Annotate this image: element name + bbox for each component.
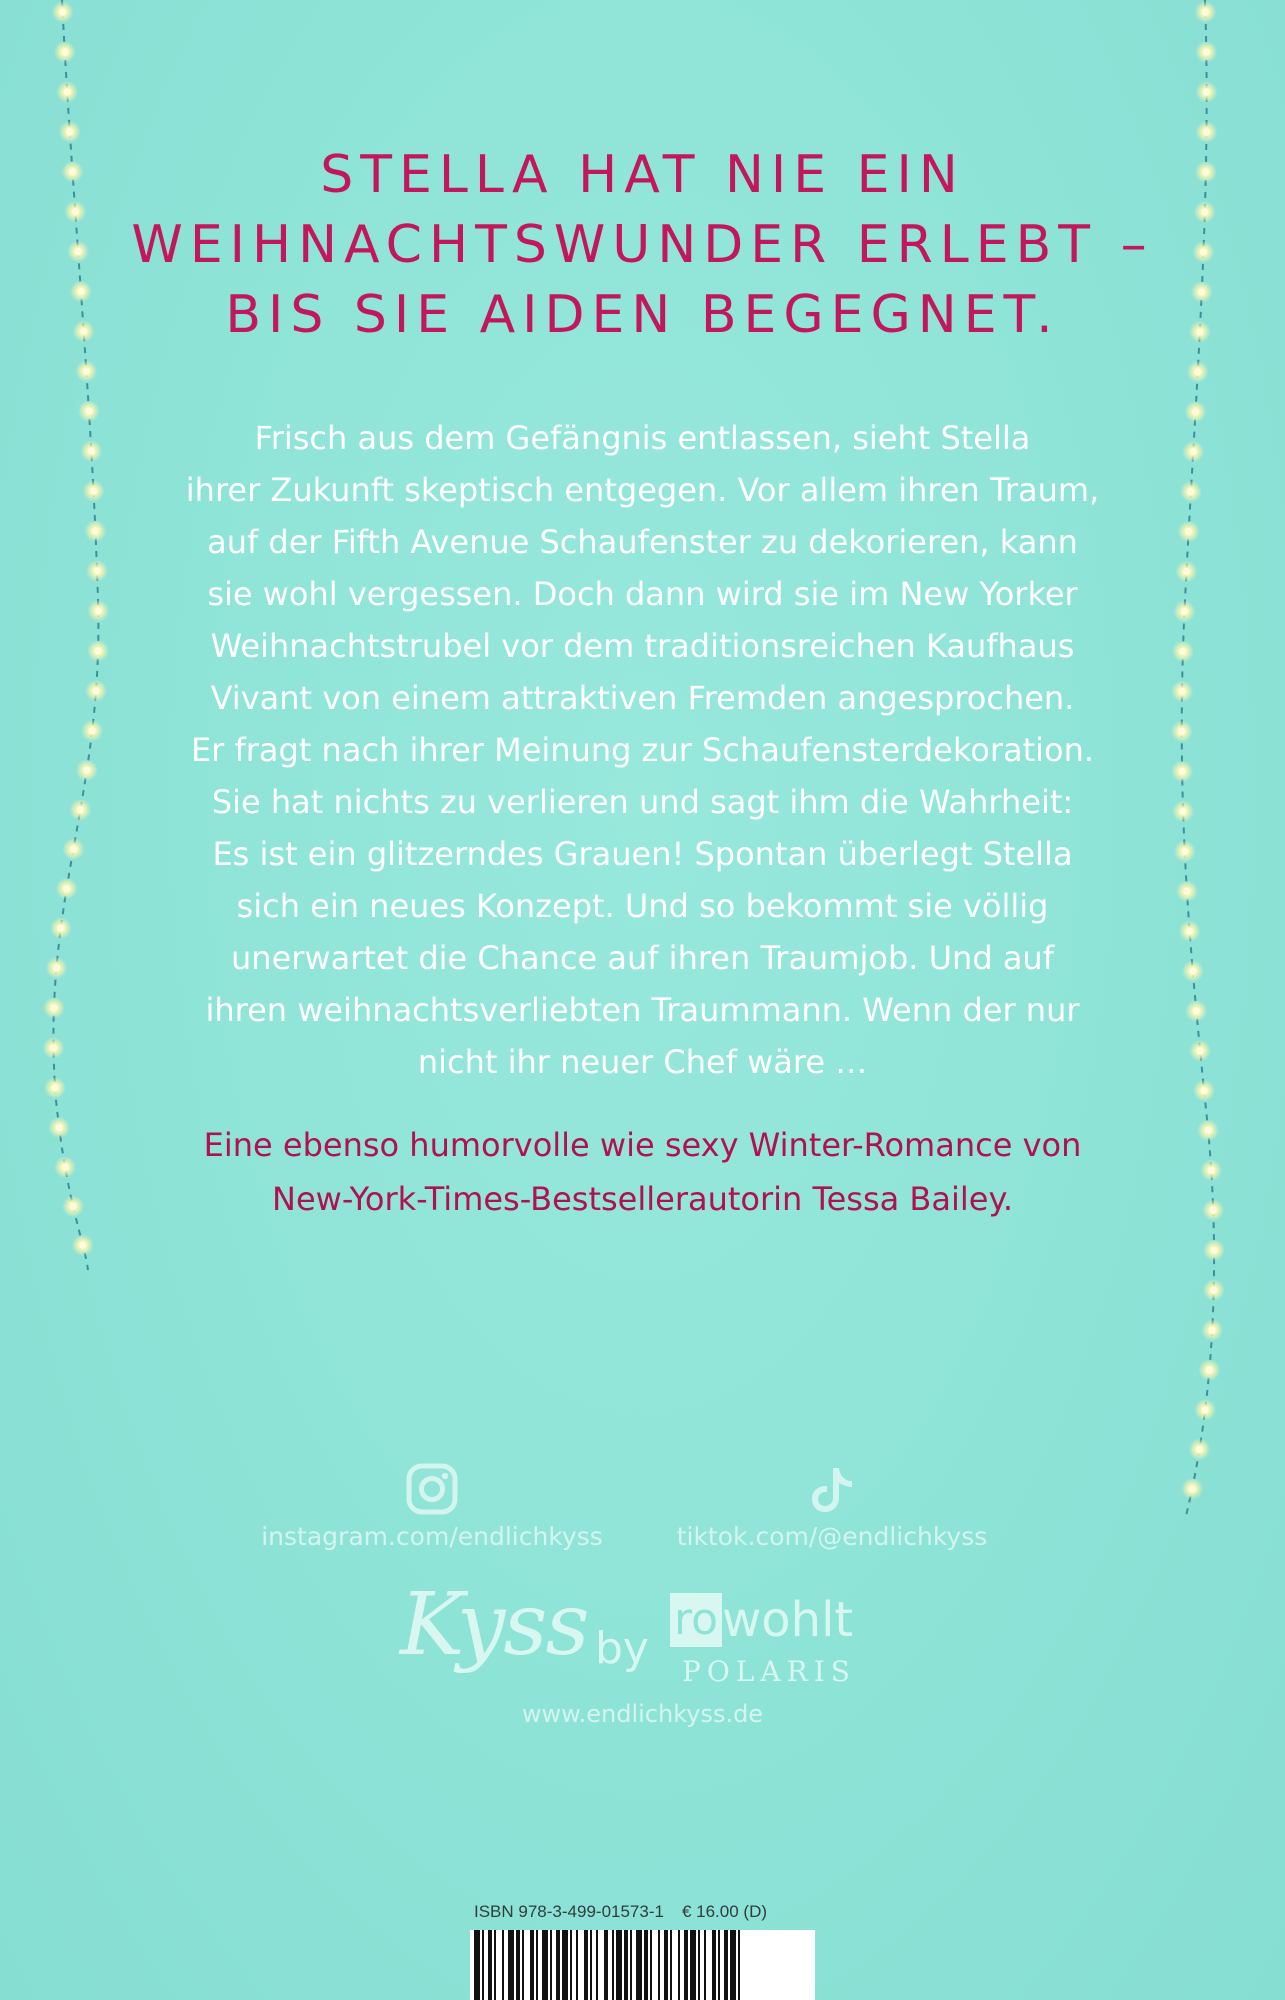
light-bulb-glow: [64, 201, 86, 223]
barcode-bar: [536, 1930, 538, 2000]
barcode-bar: [670, 1930, 672, 2000]
light-bulb-glow: [67, 240, 89, 262]
light-bulb: [1183, 568, 1190, 575]
light-bulb: [1187, 488, 1194, 495]
barcode-bar: [664, 1930, 668, 2000]
light-bulb-glow: [85, 680, 107, 702]
light-bulb: [1197, 1047, 1204, 1054]
light-bulb-glow: [1175, 560, 1197, 582]
light-bulb: [59, 8, 66, 15]
light-bulb: [1209, 1327, 1216, 1334]
light-bulb: [64, 88, 71, 95]
barcode-bar: [596, 1930, 598, 2000]
polaris-label: POLARIS: [682, 1655, 856, 1688]
light-bulb-glow: [1195, 121, 1217, 143]
barcode-bar: [718, 1930, 720, 2000]
light-bulb: [1203, 88, 1210, 95]
barcode-bar: [724, 1930, 728, 2000]
light-bulb: [1200, 248, 1207, 255]
light-bulb: [1181, 848, 1188, 855]
light-bulb: [1178, 728, 1185, 735]
light-bulb: [63, 885, 70, 892]
light-bulb-glow: [48, 1117, 70, 1139]
barcode-bar: [678, 1930, 680, 2000]
barcode-bar: [658, 1930, 660, 2000]
light-bulb: [53, 964, 60, 971]
barcode-bar: [474, 1930, 480, 2000]
light-bulb: [77, 288, 84, 295]
light-bulb: [1190, 448, 1197, 455]
light-string-left: [53, 0, 98, 1270]
barcode-bar: [556, 1930, 560, 2000]
light-bulb-glow: [52, 1, 74, 23]
light-bulb: [1189, 968, 1196, 975]
blurb-line: Es ist ein glitzerndes Grauen! Spontan überlegt Stella: [212, 835, 1073, 873]
light-bulb: [85, 408, 92, 415]
price-label: € 16.00 (D): [681, 1902, 768, 1921]
light-bulb: [52, 1084, 59, 1091]
light-bulb-glow: [73, 320, 95, 342]
light-bulb: [92, 527, 99, 534]
light-bulb-glow: [44, 1077, 66, 1099]
light-bulb: [62, 1164, 69, 1171]
light-bulb: [1179, 768, 1186, 775]
light-bulb-glow: [1176, 880, 1198, 902]
light-bulb: [88, 448, 95, 455]
social-instagram[interactable]: [232, 1462, 632, 1551]
barcode-bar: [576, 1930, 578, 2000]
light-bulb-glow: [1173, 600, 1195, 622]
blurb-line: Weihnachtstrubel vor dem traditionsreichen Kaufhaus: [210, 627, 1075, 665]
rowohlt-logo-rest: wohlt: [722, 1592, 854, 1648]
light-bulb-glow: [1193, 1080, 1215, 1102]
light-bulb: [75, 248, 82, 255]
light-bulb-glow: [1187, 361, 1209, 383]
light-bulb-glow: [1181, 1478, 1203, 1500]
light-bulb: [90, 487, 97, 494]
barcode-bar: [644, 1930, 648, 2000]
light-bulb-glow: [1185, 1000, 1207, 1022]
barcode-bar: [630, 1930, 632, 2000]
blurb-line: Frisch aus dem Gefängnis entlassen, sieht Stella: [254, 419, 1031, 457]
light-bulb-glow: [1201, 1319, 1223, 1341]
barcode-graphic: [470, 1930, 815, 2000]
blurb-line: Vivant von einem attraktiven Fremden angesprochen.: [210, 679, 1075, 717]
light-bulb: [83, 767, 90, 774]
light-bulb-glow: [1195, 161, 1217, 183]
light-bulb-glow: [1197, 1119, 1219, 1141]
blurb-line: ihren weihnachtsverliebten Traummann. Wenn der nur: [205, 991, 1080, 1029]
light-bulb: [1208, 1167, 1215, 1174]
light-bulb: [1189, 1485, 1196, 1492]
website-link[interactable]: www.endlichkyss.de: [521, 1700, 764, 1728]
blurb-line: nicht ihr neuer Chef wäre …: [417, 1043, 868, 1081]
light-bulb-glow: [1203, 1279, 1225, 1301]
light-bulb-glow: [1200, 1159, 1222, 1181]
light-bulb-glow: [72, 1234, 94, 1256]
light-bulb-glow: [1172, 640, 1194, 662]
light-bulb: [57, 925, 64, 932]
blurb-line: unerwartet die Chance auf ihren Traumjob. Und auf: [231, 939, 1054, 977]
tiktok-icon: [805, 1462, 859, 1516]
light-bulb-glow: [1194, 1, 1216, 23]
light-bulb-glow: [1174, 840, 1196, 862]
barcode-bar: [712, 1930, 716, 2000]
light-bulb-glow: [43, 1037, 65, 1059]
light-bulb: [1210, 1287, 1217, 1294]
light-bulb-glow: [1194, 1399, 1216, 1421]
light-bulb-glow: [1179, 920, 1201, 942]
light-bulb-glow: [1178, 521, 1200, 543]
isbn-row: [474, 1902, 814, 1922]
by-label: by: [595, 1623, 649, 1674]
light-bulb: [1179, 648, 1186, 655]
light-bulb-glow: [69, 799, 91, 821]
light-bulb: [1202, 168, 1209, 175]
light-bulb: [1206, 1367, 1213, 1374]
light-bulb-glow: [62, 1195, 84, 1217]
barcode-bar: [684, 1930, 688, 2000]
headline: [100, 140, 1185, 350]
light-bulb: [1198, 288, 1205, 295]
light-bulb: [1203, 48, 1210, 55]
barcode-bar: [562, 1930, 568, 2000]
light-bulb-glow: [1188, 1438, 1210, 1460]
light-bulb-glow: [80, 440, 102, 462]
light-bulb: [1205, 1127, 1212, 1134]
barcode-bar: [698, 1930, 700, 2000]
headline-line: WEIHNACHTSWUNDER ERLEBT –: [131, 215, 1154, 275]
publisher-logos: [400, 1575, 900, 1695]
blurb-line: auf der Fifth Avenue Schaufenster zu dekorieren, kann: [207, 523, 1078, 561]
light-bulb: [70, 1203, 77, 1210]
barcode-bar: [522, 1930, 524, 2000]
light-bulb-glow: [81, 720, 103, 742]
barcode: [470, 1930, 815, 2000]
light-bulb-glow: [45, 957, 67, 979]
light-bulb-glow: [1171, 680, 1193, 702]
light-bulb-glow: [87, 600, 109, 622]
light-bulb: [1179, 688, 1186, 695]
light-bulb: [95, 607, 102, 614]
tiktok-handle[interactable]: tiktok.com/@endlichkyss: [676, 1522, 988, 1551]
barcode-bar: [604, 1930, 608, 2000]
light-bulb-glow: [54, 41, 76, 63]
light-bulb: [1185, 528, 1192, 535]
light-bulb: [56, 1124, 63, 1131]
instagram-handle[interactable]: instagram.com/endlichkyss: [261, 1522, 603, 1551]
light-bulb-glow: [76, 759, 98, 781]
light-bulb: [1201, 208, 1208, 215]
barcode-bar: [616, 1930, 622, 2000]
social-tiktok[interactable]: [632, 1462, 1032, 1551]
light-bulb-glow: [62, 838, 84, 860]
isbn-number: ISBN 978-3-499-01573-1: [474, 1902, 664, 1921]
barcode-bar: [704, 1930, 706, 2000]
light-bulb: [69, 168, 76, 175]
rowohlt-logo: [670, 1593, 853, 1653]
blurb-line: ihrer Zukunft skeptisch entgegen. Vor allem ihren Traum,: [185, 471, 1100, 509]
barcode-bar: [502, 1930, 504, 2000]
light-bulb: [80, 328, 87, 335]
light-bulb-glow: [1185, 401, 1207, 423]
barcode-bar: [650, 1930, 652, 2000]
light-bulb-glow: [1182, 960, 1204, 982]
light-bulb-glow: [1171, 720, 1193, 742]
light-bulb: [95, 647, 102, 654]
rowohlt-logo-box: ro: [670, 1593, 722, 1647]
light-string-right: [1182, 0, 1214, 1520]
light-bulb-glow: [1171, 760, 1193, 782]
light-bulb: [89, 727, 96, 734]
light-bulb-glow: [1194, 201, 1216, 223]
kyss-logo: Kyss: [400, 1575, 588, 1675]
light-bulb: [1210, 1207, 1217, 1214]
tagline-line: New-York-Times-Bestsellerautorin Tessa Bailey.: [272, 1180, 1013, 1218]
blurb-line: sie wohl vergessen. Doch dann wird sie im New Yorker: [207, 575, 1078, 613]
light-bulb-glow: [1198, 1359, 1220, 1381]
light-bulb-glow: [1172, 800, 1194, 822]
light-bulb: [72, 208, 79, 215]
barcode-bar: [482, 1930, 484, 2000]
light-bulb-glow: [1189, 1040, 1211, 1062]
light-bulb: [1183, 888, 1190, 895]
light-bulb: [92, 687, 99, 694]
barcode-bar: [488, 1930, 492, 2000]
tagline-line: Eine ebenso humorvolle wie sexy Winter-Romance von: [203, 1126, 1082, 1164]
light-bulb: [83, 368, 90, 375]
barcode-bar: [730, 1930, 736, 2000]
barcode-bar: [738, 1930, 740, 2000]
light-bulb-glow: [59, 121, 81, 143]
blurb-line: sich ein neues Konzept. Und so bekommt sie völlig: [236, 887, 1049, 925]
barcode-bar: [636, 1930, 642, 2000]
light-bulb-glow: [1189, 321, 1211, 343]
barcode-bar: [530, 1930, 534, 2000]
light-bulb-glow: [54, 1156, 76, 1178]
light-bulb-glow: [1192, 241, 1214, 263]
light-bulb-glow: [78, 400, 100, 422]
light-bulb-glow: [43, 997, 65, 1019]
light-bulb: [1202, 1406, 1209, 1413]
headline-line: STELLA HAT NIE EIN: [320, 145, 965, 205]
light-bulb-glow: [1182, 441, 1204, 463]
light-bulb: [1201, 1087, 1208, 1094]
barcode-bar: [690, 1930, 696, 2000]
light-bulb: [66, 128, 73, 135]
instagram-icon: [405, 1462, 459, 1516]
barcode-bar: [590, 1930, 592, 2000]
light-bulb: [1202, 8, 1209, 15]
barcode-bar: [516, 1930, 520, 2000]
light-bulb-glow: [56, 81, 78, 103]
light-bulb: [77, 806, 84, 813]
blurb-text: [120, 412, 1165, 1088]
light-bulb-glow: [86, 560, 108, 582]
light-bulb: [1196, 1446, 1203, 1453]
light-bulb: [50, 1004, 57, 1011]
barcode-bar: [584, 1930, 588, 2000]
light-bulb-glow: [61, 161, 83, 183]
light-bulb-glow: [82, 480, 104, 502]
light-bulb-glow: [70, 280, 92, 302]
light-bulb: [1211, 1247, 1218, 1254]
light-bulb-glow: [50, 917, 72, 939]
light-bulb: [1186, 928, 1193, 935]
light-bulb-glow: [1202, 1199, 1224, 1221]
barcode-bar: [570, 1930, 572, 2000]
headline-line: BIS SIE AIDEN BEGEGNET.: [225, 285, 1060, 345]
light-bulb-glow: [1180, 481, 1202, 503]
barcode-bar: [612, 1930, 614, 2000]
light-bulb-glow: [1195, 41, 1217, 63]
light-bulb-glow: [75, 360, 97, 382]
blurb-line: Er fragt nach ihrer Meinung zur Schaufensterdekoration.: [190, 731, 1095, 769]
light-bulb-glow: [1196, 81, 1218, 103]
blurb-line: Sie hat nichts zu verlieren und sagt ihm die Wahrheit:: [211, 783, 1074, 821]
barcode-bar: [550, 1930, 552, 2000]
barcode-bar: [542, 1930, 548, 2000]
light-bulb: [1194, 368, 1201, 375]
barcode-bar: [624, 1930, 628, 2000]
light-bulb: [94, 567, 101, 574]
light-bulb-glow: [84, 520, 106, 542]
tagline: [120, 1118, 1165, 1226]
light-bulb: [1180, 808, 1187, 815]
barcode-bar: [508, 1930, 514, 2000]
light-bulb: [50, 1044, 57, 1051]
light-bulb-glow: [1203, 1239, 1225, 1261]
light-bulb: [70, 846, 77, 853]
light-bulb-glow: [87, 640, 109, 662]
light-bulb-glow: [56, 878, 78, 900]
light-bulb: [79, 1242, 86, 1249]
light-bulb: [1196, 328, 1203, 335]
barcode-bar: [494, 1930, 496, 2000]
light-bulb-glow: [1191, 281, 1213, 303]
light-bulb: [1193, 1007, 1200, 1014]
light-bulb: [1203, 128, 1210, 135]
light-bulb: [61, 48, 68, 55]
light-bulb: [1192, 408, 1199, 415]
light-bulb: [1181, 608, 1188, 615]
